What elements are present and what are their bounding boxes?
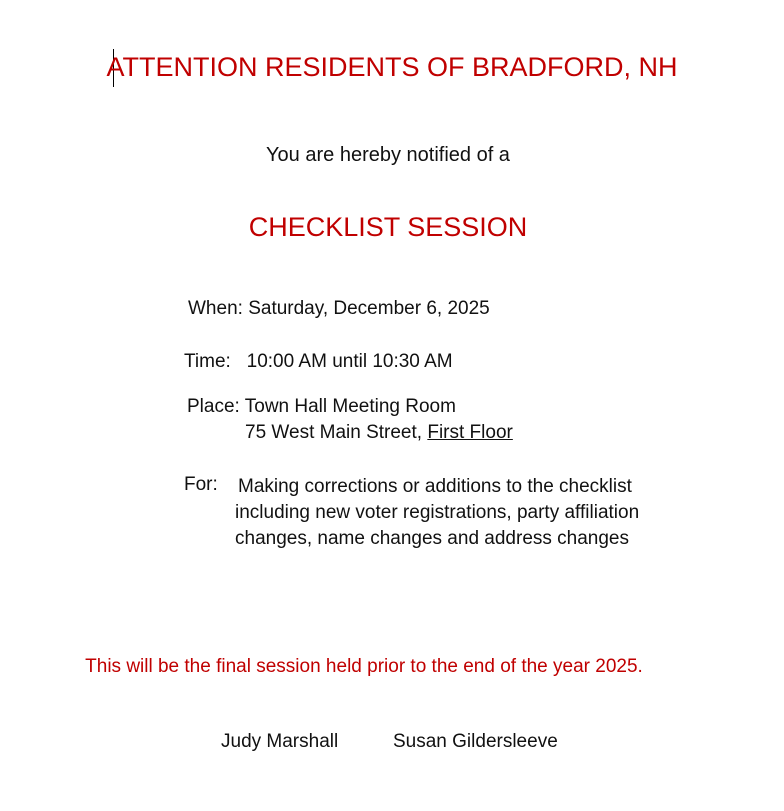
notice-title: ATTENTION RESIDENTS OF BRADFORD, NH [106, 52, 678, 82]
place-label: Place: [187, 396, 240, 417]
place-value: Town Hall Meeting Room [244, 396, 456, 417]
address-floor: First Floor [427, 422, 513, 443]
for-label: For: [184, 474, 218, 495]
signer-1: Judy Marshall [221, 731, 339, 752]
time-line [184, 351, 453, 373]
final-note: This will be the final session held prior to the end of the year 2025. [85, 656, 643, 677]
signer-2: Susan Gildersleeve [393, 731, 558, 752]
time-label: Time: [184, 351, 231, 372]
when-value: Saturday, December 6, 2025 [248, 298, 490, 319]
notice-intro: You are hereby notified of a [266, 144, 510, 166]
when-label: When: [188, 298, 243, 319]
address-line [245, 422, 513, 444]
address-street: 75 West Main Street, [245, 422, 423, 443]
place-line [187, 396, 456, 418]
for-value: Making corrections or additions to the checklist including new voter registrations, party affiliation changes, name changes and address changes [235, 476, 640, 549]
time-value: 10:00 AM until 10:30 AM [246, 351, 453, 372]
when-line [188, 298, 490, 320]
session-title: CHECKLIST SESSION [248, 212, 528, 242]
